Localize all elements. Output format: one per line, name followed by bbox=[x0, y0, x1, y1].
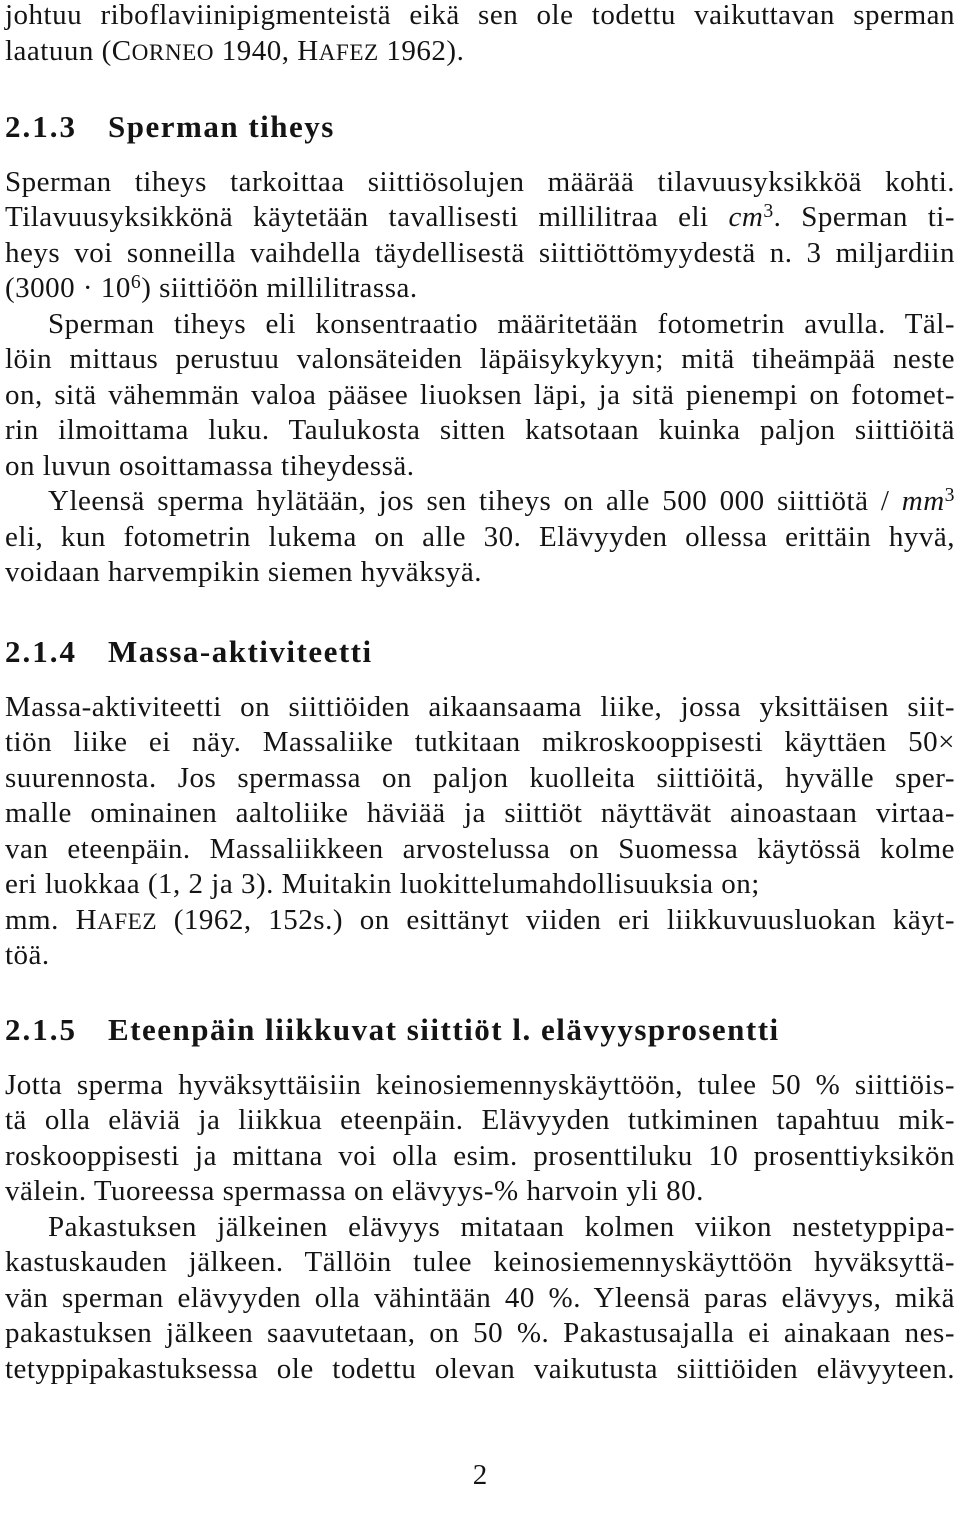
paragraph bbox=[5, 307, 955, 485]
text-span: (3000 · 10 bbox=[5, 272, 131, 304]
text-line: Pakastuksen jälkeinen elävyys mitataan kolmen viikon nestetyppipa- bbox=[48, 1210, 955, 1243]
text-line: suurennosta. Jos spermassa on paljon kuolleita siittiöitä, hyvälle sper- bbox=[5, 761, 955, 794]
unit-text: cm bbox=[728, 201, 764, 233]
text-line bbox=[5, 484, 955, 520]
text-line: tetyppipakastuksessa ole todettu olevan vaikutusta siittiöiden elävyyteen. bbox=[5, 1352, 955, 1385]
paragraph bbox=[5, 690, 955, 974]
text-line: pakastuksen jälkeen saavutetaan, on 50 %. Pakastusajalla ei ainakaan nes- bbox=[5, 1317, 955, 1349]
paragraph bbox=[5, 484, 955, 591]
text-line: johtuu riboflaviinipigmenteistä eikä sen ole todettu vaikuttavan sperman bbox=[5, 0, 955, 31]
paragraph bbox=[5, 1068, 955, 1210]
section-2-1-5 bbox=[5, 1010, 955, 1387]
text-line: Massa-aktiviteetti on siittiöiden aikaansaama liike, jossa yksittäisen siit- bbox=[5, 690, 955, 723]
text-line bbox=[5, 34, 955, 70]
text-line: tä olla eläviä ja liikkua eteenpäin. Elävyyden tutkiminen tapahtuu mik- bbox=[5, 1104, 955, 1136]
section-title: Massa-aktiviteetti bbox=[108, 634, 373, 669]
author-name: HAFEZ bbox=[75, 903, 157, 936]
text-span: 1940, bbox=[213, 34, 298, 67]
section-heading bbox=[5, 1010, 955, 1068]
text-line: eli, kun fotometrin lukema on alle 30. Elävyyden ollessa erittäin hyvä, bbox=[5, 520, 955, 553]
text-line: kastuskauden jälkeen. Tällöin tulee keinosiemennyskäyttöön hyväksyttä- bbox=[5, 1246, 955, 1278]
paragraph bbox=[5, 165, 955, 307]
section-number: 2.1.4 bbox=[5, 634, 77, 669]
text-line: van eteenpäin. Massaliikkeen arvostelussa on Suomessa käytössä kolme bbox=[5, 832, 955, 865]
unit-text: mm bbox=[901, 485, 945, 517]
text-line: eri luokkaa (1, 2 ja 3). Muitakin luokittelumahdollisuuksia on; bbox=[5, 868, 760, 900]
text-line: vän sperman elävyyden olla vähintään 40 %. Yleensä paras elävyys, mikä bbox=[5, 1281, 955, 1314]
text-span: ) siittiöön millilitrassa. bbox=[141, 272, 418, 304]
text-line: töä. bbox=[5, 939, 50, 971]
text-line bbox=[5, 903, 955, 939]
text-line: rin ilmoittama luku. Taulukosta sitten katsotaan kuinka paljon siittiöitä bbox=[5, 414, 955, 446]
section-2-1-4 bbox=[5, 632, 955, 974]
section-heading bbox=[5, 632, 955, 690]
text-span: Yleensä sperma hylätään, jos sen tiheys on alle 500 000 siittiötä / bbox=[48, 485, 902, 517]
section-heading bbox=[5, 107, 955, 165]
page-number: 2 bbox=[472, 1459, 488, 1491]
text-line bbox=[5, 200, 955, 236]
text-line: Sperman tiheys eli konsentraatio määritetään fotometrin avulla. Täl- bbox=[48, 307, 955, 340]
text-span: (1962, 152s.) on esittänyt viiden eri liikkuvuusluokan käyt- bbox=[157, 903, 955, 936]
section-title: Eteenpäin liikkuvat siittiöt l. elävyysprosentti bbox=[108, 1012, 780, 1047]
text-span: . Sperman ti- bbox=[773, 201, 956, 233]
section-title: Sperman tiheys bbox=[108, 109, 335, 144]
text-span: mm. bbox=[5, 903, 76, 936]
text-line: malle ominainen aaltoliike häviää ja siittiöt näyttävät ainoastaan virtaa- bbox=[5, 797, 955, 829]
text-line: Sperman tiheys tarkoittaa siittiösolujen määrää tilavuusyksikköä kohti. bbox=[5, 165, 955, 198]
superscript: 3 bbox=[763, 200, 774, 223]
text-line: roskooppisesti ja mittana voi olla esim. prosenttiluku 10 prosenttiyksikön bbox=[5, 1139, 955, 1172]
section-number: 2.1.5 bbox=[5, 1012, 77, 1047]
section-number: 2.1.3 bbox=[5, 109, 77, 144]
paragraph bbox=[5, 1210, 955, 1388]
text-span: Tilavuusyksikkönä käytetään tavallisesti millilitraa eli bbox=[5, 201, 729, 233]
text-line: välein. Tuoreessa spermassa on elävyys-% harvoin yli 80. bbox=[5, 1175, 704, 1207]
text-span: laatuun ( bbox=[5, 34, 112, 67]
text-line: Jotta sperma hyväksyttäisiin keinosiemennyskäyttöön, tulee 50 % siittiöis- bbox=[5, 1068, 955, 1101]
text-line: heys voi sonneilla vaihdella täydellisestä siittiöttömyydestä n. 3 miljardiin bbox=[5, 236, 955, 269]
paragraph-continuation bbox=[5, 0, 955, 69]
superscript: 3 bbox=[944, 484, 955, 507]
superscript: 6 bbox=[130, 271, 142, 294]
author-name: CORNEO bbox=[111, 34, 214, 67]
text-line bbox=[5, 271, 955, 307]
text-line: löin mittaus perustuu valonsäteiden läpäisykykyyn; mitä tiheämpää neste bbox=[5, 343, 955, 375]
author-name: HAFEZ bbox=[297, 34, 379, 67]
text-line: on, sitä vähemmän valoa pääsee liuoksen läpi, ja sitä pienempi on fotomet- bbox=[5, 378, 955, 411]
section-2-1-3 bbox=[5, 107, 955, 591]
text-line: voidaan harvempikin siemen hyväksyä. bbox=[5, 556, 483, 588]
text-span: 1962). bbox=[378, 34, 465, 67]
text-line: on luvun osoittamassa tiheydessä. bbox=[5, 449, 415, 482]
text-line: tiön liike ei näy. Massaliike tutkitaan mikroskooppisesti käyttäen 50× bbox=[5, 726, 955, 758]
